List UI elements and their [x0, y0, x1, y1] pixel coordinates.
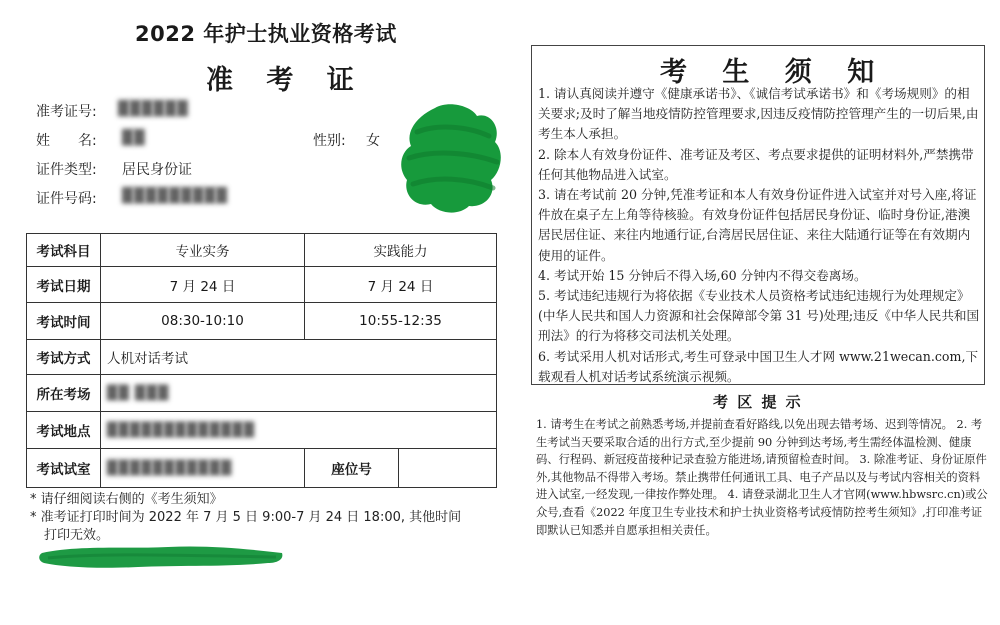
- ticket-number-value: ██████: [118, 101, 189, 117]
- subject-1: 专业实务: [101, 234, 305, 267]
- time-1: 08:30-10:10: [101, 303, 305, 340]
- gender-value: 女: [366, 133, 380, 149]
- note-print-invalid: 打印无效。: [44, 528, 110, 543]
- date-2: 7 月 24 日: [305, 267, 497, 303]
- date-1: 7 月 24 日: [101, 267, 305, 303]
- notice-body: [538, 84, 982, 387]
- exam-schedule-table: [26, 233, 497, 488]
- name-value: ██: [122, 130, 146, 146]
- seat-label: 座位号: [305, 449, 399, 488]
- ticket-number-label: 准考证号:: [36, 104, 97, 120]
- notice-item-2: 2. 除本人有效身份证件、准考证及考区、考点要求提供的证明材料外,严禁携带任何其他物品进入试室。: [538, 146, 974, 182]
- subject-label: 考试科目: [27, 234, 101, 267]
- room-value: ███████████: [101, 449, 305, 488]
- table-row: [27, 303, 497, 340]
- gender-label: 性别:: [313, 133, 346, 149]
- notice-item-1: 1. 请认真阅读并遵守《健康承诺书》、《诚信考试承诺书》和《考场规则》的相关要求;及时了解当地疫情防控管理要求,因违反疫情防控管理产生的一切后果,由考生本人承担。: [538, 86, 979, 142]
- table-row: [27, 267, 497, 303]
- seat-value: [399, 449, 497, 488]
- site-label: 所在考场: [27, 375, 101, 412]
- address-value: █████████████: [101, 412, 497, 449]
- table-row: [27, 449, 497, 488]
- date-label: 考试日期: [27, 267, 101, 303]
- mode-value: 人机对话考试: [101, 340, 497, 375]
- card-title: 准 考 证: [206, 65, 366, 96]
- time-2: 10:55-12:35: [305, 303, 497, 340]
- mode-label: 考试方式: [27, 340, 101, 375]
- table-row: [27, 340, 497, 375]
- notice-title: 考 生 须 知: [660, 57, 888, 88]
- notice-item-6: 6. 考试采用人机对话形式,考生可登录中国卫生人才网 www.21wecan.com,下载观看人机对话考试系统演示视频。: [538, 348, 979, 384]
- notice-item-3: 3. 请在考试前 20 分钟,凭准考证和本人有效身份证件进入试室并对号入座,将证件放在桌子左上角等待核验。有效身份证件包括居民身份证、临时身份证,港澳居民居住证、来往内地通行证,台湾居民居住证、来往大陆通行证等在有效期内使用的证件。: [538, 187, 977, 263]
- notice-item-4: 4. 考试开始 15 分钟后不得入场,60 分钟内不得交卷离场。: [538, 267, 867, 283]
- tips-paragraph: 1. 请考生在考试之前熟悉考场,并提前查看好路线,以免出现去错考场、迟到等情况。 2. 考生考试当天要采取合适的出行方式,至少提前 90 分钟到达考场,考生需经体温检测、健康码、行程码、新冠疫苗接种记录查验方能进场,请预留检查时间。 3. 除准考证、身份证原件外,其他物品不得带入考场。禁止携带任何通讯工具、电子产品以及与考试内容相关的资料进入试室,一经发现,一律按作弊处理。 4. 请登录湖北卫生人才官网(www.hbwsrc.cn)或公众号,查看《2022 年度卫生专业技术和护士执业资格考试疫情防控考生须知》,打印准考证即默认已知悉并自愿承担相关责任。: [536, 418, 988, 537]
- signature-redaction-scribble: [38, 541, 286, 571]
- id-number-label: 证件号码:: [36, 191, 97, 207]
- note-read-notice: * 请仔细阅读右侧的《考生须知》: [30, 492, 223, 507]
- id-number-value: █████████: [122, 188, 228, 204]
- table-row: [27, 234, 497, 267]
- table-row: [27, 375, 497, 412]
- notice-item-5: 5. 考试违纪违规行为将依据《专业技术人员资格考试违纪违规行为处理规定》(中华人民共和国人力资源和社会保障部令第 31 号)处理;违反《中华人民共和国刑法》的行为将移交司法机关处理。: [538, 288, 980, 344]
- tips-title: 考 区 提 示: [713, 393, 803, 411]
- tips-body: [536, 416, 988, 539]
- id-type-label: 证件类型:: [36, 162, 97, 178]
- name-label: 姓 名:: [36, 133, 97, 149]
- address-label: 考试地点: [27, 412, 101, 449]
- exam-title: 2022 年护士执业资格考试: [135, 22, 397, 46]
- room-label: 考试试室: [27, 449, 101, 488]
- time-label: 考试时间: [27, 303, 101, 340]
- site-value: ██ ███: [101, 375, 497, 412]
- id-type-value: 居民身份证: [122, 162, 192, 178]
- note-print-time: * 准考证打印时间为 2022 年 7 月 5 日 9:00-7 月 24 日 18:00, 其他时间: [30, 510, 462, 525]
- subject-2: 实践能力: [305, 234, 497, 267]
- table-row: [27, 412, 497, 449]
- photo-redaction-scribble: [397, 102, 503, 214]
